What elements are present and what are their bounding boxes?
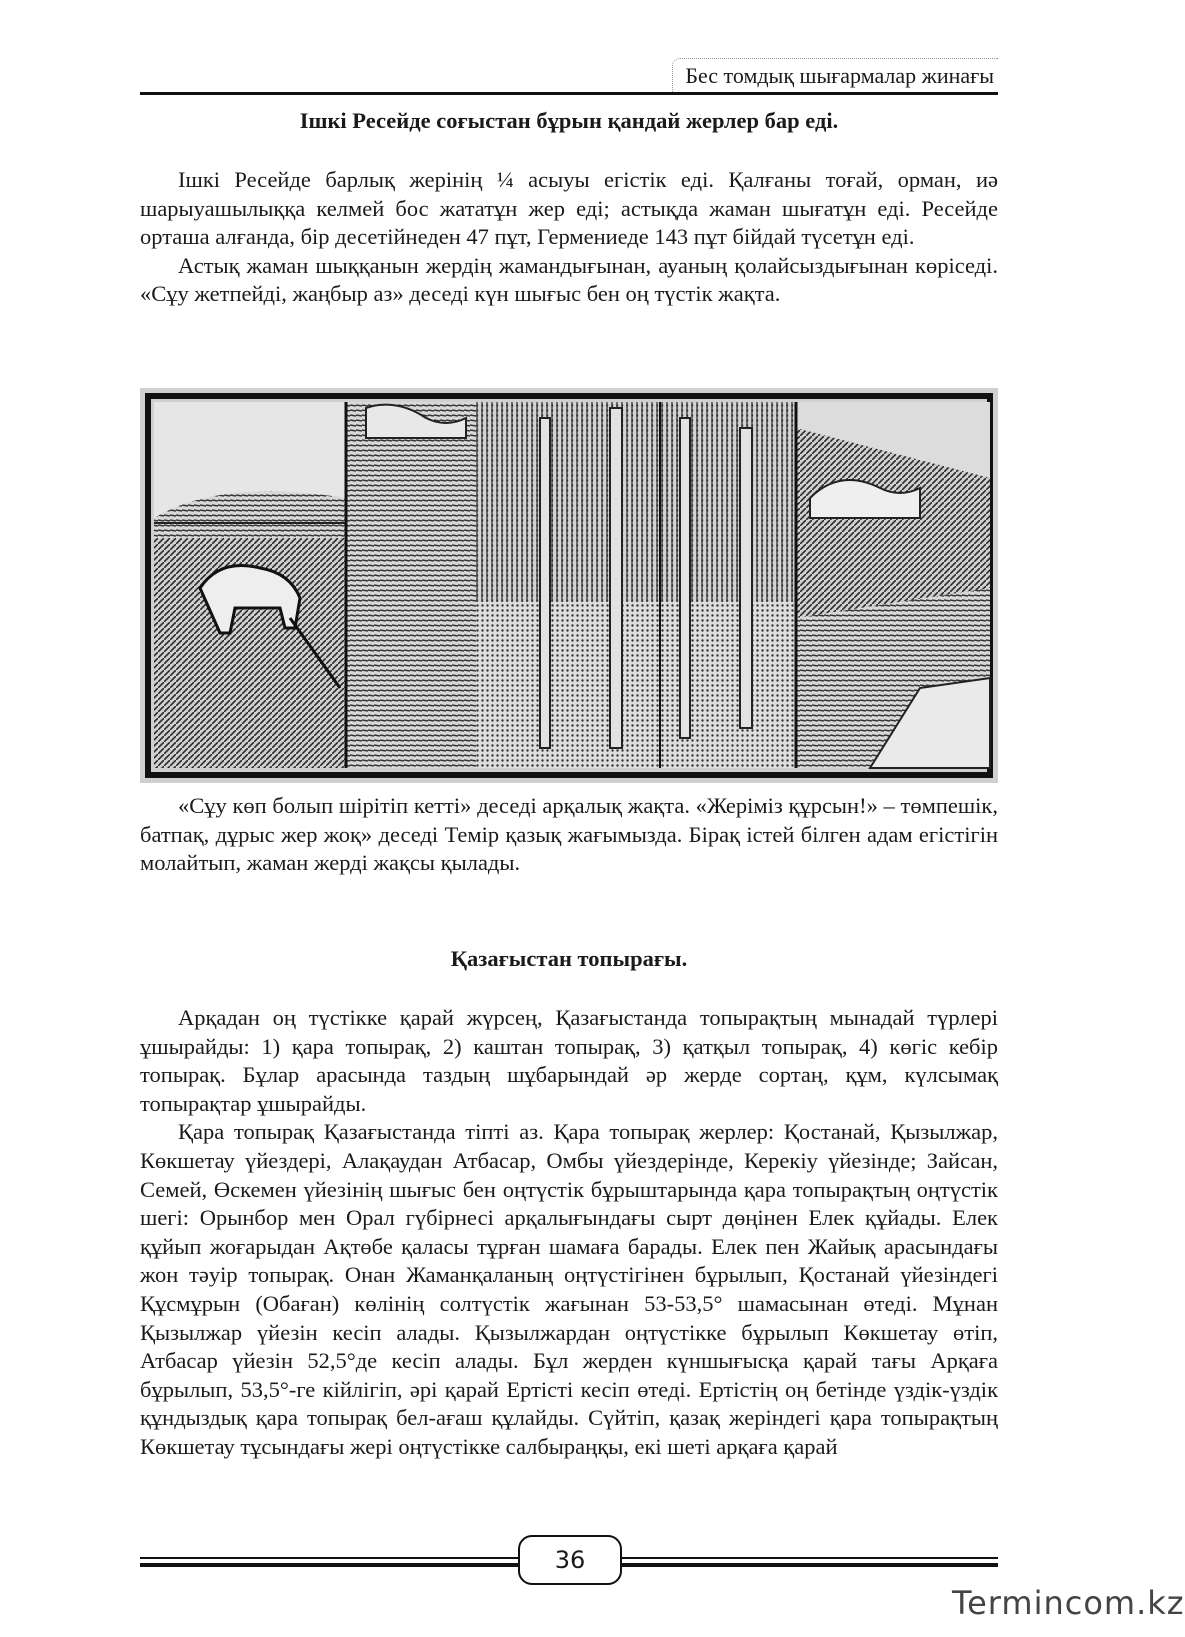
footer-rule-left [140,1557,518,1559]
footer-rule-left-thick [140,1563,518,1567]
section1-text [140,166,998,309]
paragraph: Астық жаман шыққанын жердің жамандығынан, ауаның қолайсыздығынан көріседі. «Сұу жетпейді, жаңбыр аз» деседі күн шығыс бен оң түстік жақта. [140,252,998,307]
paragraph: Арқадан оң түстікке қарай жүрсең, Қазағыстанда топырақтың мынадай түрлері ұшырайды: 1) қара топырақ, 2) каштан топырақ, 3) қатқыл топырақ, 4) көгіс кебір топырақ. Бұлар арасында таздың шұбарындай әр жерде сортаң, құм, күлсымақ топырақтар ұшырайды. [140,1005,998,1116]
woodcut-illustration [140,388,998,783]
paragraph: «Сұу көп болып шірітіп кетті» деседі арқалық жақта. «Жеріміз құрсын!» – төмпешік, батпақ, дұрыс жер жоқ» деседі Темір қазық жағымызда. Бірақ істей білген адам егістігін молайтып, жаман жерді жақсы қылады. [140,793,998,876]
section2-text [140,1004,998,1462]
section-title-1: Ішкі Ресейде соғыстан бұрын қандай жерлер бар еді. [299,108,839,133]
header-rule [140,92,998,95]
running-header [140,52,998,94]
section1-text-after-image [140,792,998,878]
paragraph: Ішкі Ресейде барлық жерінің ¼ асыуы егістік еді. Қалғаны тоғай, орман, иә шарыуашылыққа келмей бос жататұн жер еді; астықда жаман шығатұн еді. Ресейде орташа алғанда, бір десетійнеден 47 пұт, Гермениеде 143 пұт бійдай түсетұн еді. [140,167,998,250]
watermark-logo: Termincom.kz [952,1584,1185,1622]
page-footer [140,1535,998,1585]
footer-rule-right [620,1557,998,1559]
paragraph: Қара топырақ Қазағыстанда тіпті аз. Қара топырақ жерлер: Қостанай, Қызылжар, Көкшетау үйездері, Алақаудан Атбасар, Омбы үйездерінде, Керекіу үйезінде; Зайсан, Семей, Өскемен үйезінің шығыс бен оңтүстік бұрыштарында қара топырақтың оңтүстік шегі: Орынбор мен Орал гүбірнесі арқалығындағы сырт дөңінен Елек құйады. Елек құйып жоғарыдан Ақтөбе қаласы тұрған шамаға барады. Елек пен Жайық арасындағы жон тәуір топырақ. Онан Жаманқаланың оңтүстігінен бұрылып, Қостанай үйезіндегі Құсмұрын (Обаған) көлінің солтүстік жағынан 53-53,5° шамасынан өтеді. Мұнан Қызылжар үйезін кесіп алады. Қызылжардан оңтүстікке бұрылып Көкшетау өтіп, Атбасар үйезін 52,5°де кесіп алады. Бұл жерден күншығысқа қарай тағы Арқаға бұрылып, 53,5°-ге кійлігіп, әрі қарай Ертісті кесіп өтеді. Ертістің оң бетінде үздік-үздік құндыздық қара топырақ бел-ағаш құлайды. Сүйтіп, қазақ жеріндегі қара топырақтың Көкшетау тұсындағы жері оңтүстікке салбыраңқы, екі шеті арқаға қарай [140,1119,998,1459]
section-title-2: Қазағыстан топырағы. [450,946,688,971]
footer-rule-right-thick [620,1563,998,1567]
page-number: 36 [518,1535,622,1585]
running-header-title: Бес томдық шығармалар жинағы [672,58,998,93]
woodcut-drawing [140,388,998,783]
